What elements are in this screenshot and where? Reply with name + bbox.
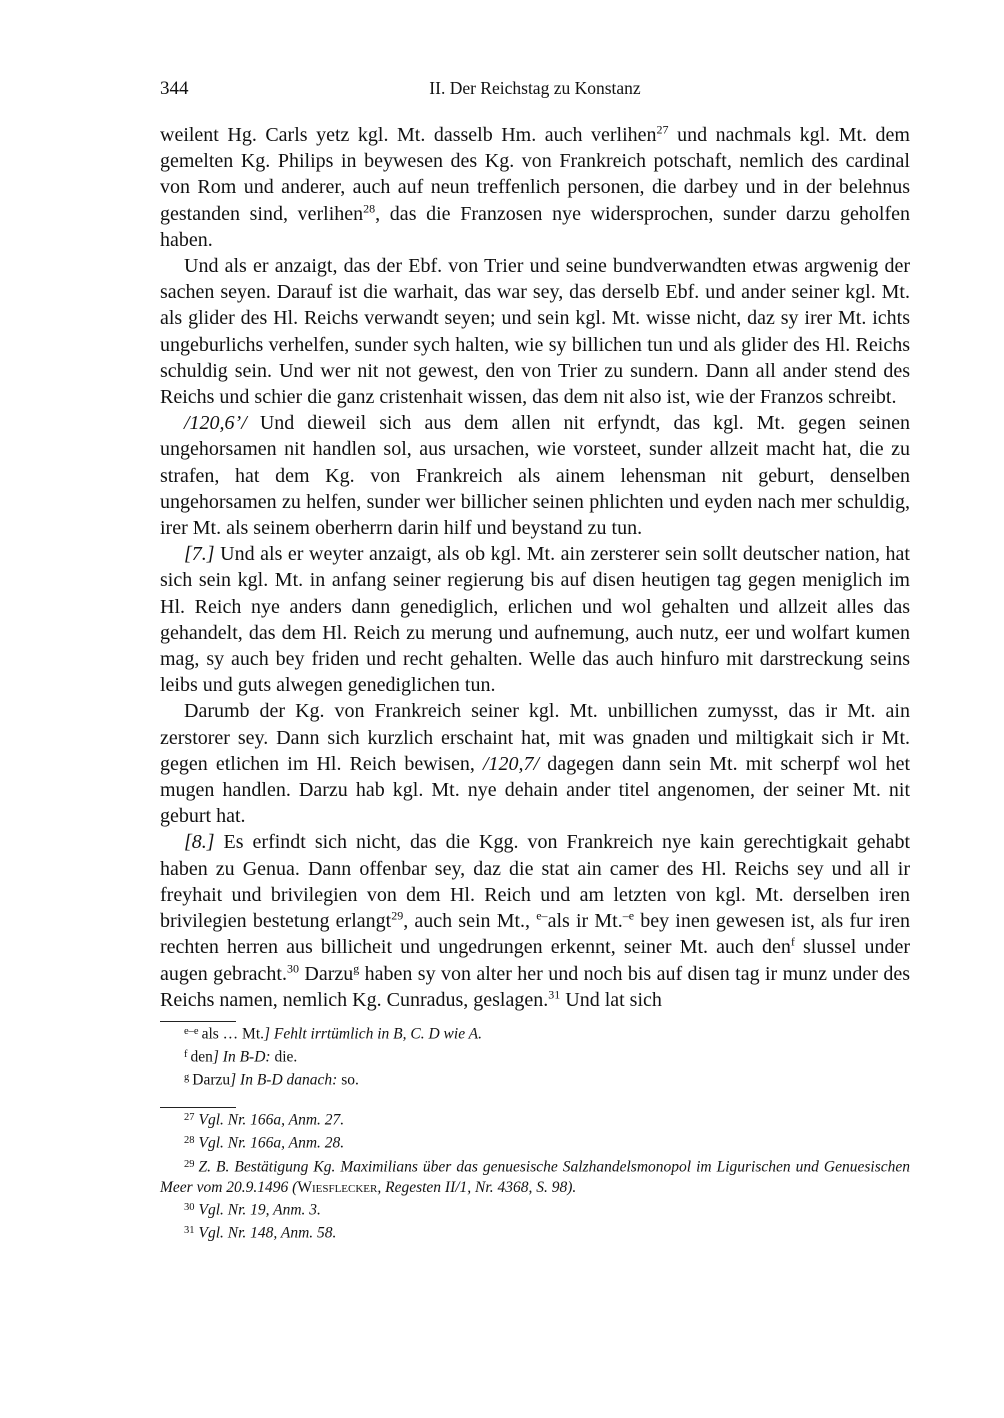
variant-reading: die. <box>270 1048 298 1066</box>
variant-note-g <box>160 1068 910 1091</box>
page-number: 344 <box>160 78 189 99</box>
main-text <box>160 122 910 1013</box>
text-run: , das die Franzosen nye widersprochen, sunder darzu geholfen haben. <box>160 202 911 251</box>
paragraph-2: Und als er anzaigt, das der Ebf. von Trier und seine bundverwandten etwas argwenig der sachen seyen. Darauf ist die warhait, das war sey, das derselb Ebf. und ander seiner kgl. Mt. als glider des Hl. Reichs verwandt seyen; und sein kgl. Mt. wisse nicht, daz sy irer Mt. ichts ungeburlichs verhelfen, sunder sych halten, wie sy billichen tun und als glider des Hl. Reichs schuldig sein. Und wer nit not gewest, den von Trier zu sundern. Dann all ander stend des Reichs und schier die ganz cristenhait wissen, das dem nit also ist, wie der Franzos schreibt. <box>160 255 910 409</box>
running-head <box>160 78 910 108</box>
footnote-31 <box>160 1221 910 1244</box>
footnote-ref-27[interactable]: 27 <box>656 122 669 137</box>
footnote-ref-31[interactable]: 31 <box>548 987 561 1002</box>
footnotes <box>160 1107 910 1244</box>
footnote-27 <box>160 1108 910 1131</box>
variant-ref-e-open[interactable]: e– <box>536 908 548 923</box>
footnote-text: Vgl. Nr. 166a, Anm. 28. <box>198 1135 345 1153</box>
paragraph-4 <box>160 541 910 698</box>
paragraph-1 <box>160 122 910 253</box>
text-run: Und lat sich <box>560 988 662 1011</box>
footnote-number: 31 <box>184 1225 195 1237</box>
paragraph-6 <box>160 829 910 1012</box>
footnote-ref-30[interactable]: 30 <box>287 961 299 976</box>
variant-comment: ] In B-D danach: <box>230 1071 338 1089</box>
variant-ref-g[interactable]: g <box>353 961 360 976</box>
text-run: Darzu <box>299 962 354 985</box>
text-run: und nachmals kgl. Mt. dem gemelten Kg. Philips in beywesen des Kg. von Frankreich potschaft, nemlich des cardinal von Rom und anderer, auch auf neun treffenlich personen, die darbey und in der belehnus gestanden sind, verlihen <box>160 124 910 225</box>
text-run: haben sy von alter her und noch bis auf disen tag ir munz under des Reichs namen, nemlich Kg. Cunradus, geslagen. <box>160 962 910 1011</box>
footnote-number: 28 <box>184 1135 195 1147</box>
footnote-author: Wiesflecker <box>297 1178 378 1196</box>
section-marker: [7.] <box>184 543 215 566</box>
footnote-28 <box>160 1131 910 1154</box>
footnote-text: Vgl. Nr. 166a, Anm. 27. <box>198 1112 345 1129</box>
variant-lemma: als … Mt. <box>201 1025 265 1043</box>
text-run: weilent Hg. Carls yetz kgl. Mt. dasselb Hm. auch verlihen <box>160 124 657 146</box>
variant-note-f <box>160 1045 910 1068</box>
paragraph-3 <box>160 410 910 541</box>
footnote-number: 29 <box>184 1158 195 1170</box>
footnote-29 <box>160 1155 910 1199</box>
text-run: slussel under augen gebracht. <box>160 936 910 985</box>
footnote-text: Vgl. Nr. 19, Anm. 3. <box>198 1201 321 1219</box>
footnote-ref-28[interactable]: 28 <box>363 201 376 216</box>
variant-mark: e–e <box>184 1025 199 1037</box>
footnote-ref-29[interactable]: 29 <box>391 908 404 923</box>
variant-note-e <box>160 1022 910 1045</box>
variant-mark: g <box>184 1072 190 1084</box>
folio-marker: /120,6’/ <box>184 412 247 435</box>
variant-ref-f[interactable]: f <box>790 934 795 949</box>
variant-comment: ] Fehlt irrtümlich in B, C. D wie A. <box>264 1025 483 1043</box>
document-page <box>160 78 910 1244</box>
variant-mark: f <box>184 1049 188 1061</box>
footnote-text: , Regesten II/1, Nr. 4368, S. 98). <box>377 1178 577 1196</box>
text-run: Darumb der Kg. von Frankreich seiner kgl. Mt. unbillichen zumysst, das ir Mt. ain zerstorer sey. Dann sich kurzlich erschaint hat, mit was gnaden und miltigkait sich ir Mt. gegen etlichen im Hl. Reich bewisen, <box>160 700 910 775</box>
footnote-30 <box>160 1198 910 1221</box>
text-run: , auch sein Mt., <box>403 910 537 933</box>
variant-ref-e-close[interactable]: –e <box>622 908 635 923</box>
variant-apparatus <box>160 1021 910 1091</box>
variant-comment: ] In B-D: <box>212 1048 271 1066</box>
text-run: Es erfindt sich nicht, das die Kgg. von Frankreich nye kain gerechtigkait gehabt haben zu Genua. Dann offenbar sey, daz die stat ain camer des Hl. Reichs sey und all ir freyhait und brivilegien von dem Hl. Reich und am letzten von kgl. Mt. derselben iren brivilegien bestetung erlangt <box>160 831 910 933</box>
footnote-text: Vgl. Nr. 148, Anm. 58. <box>198 1224 337 1242</box>
folio-marker: /120,7/ <box>483 752 540 775</box>
variant-lemma: Darzu <box>192 1071 231 1089</box>
footnote-number: 27 <box>184 1112 195 1124</box>
variant-reading: so. <box>337 1071 359 1089</box>
text-run: dagegen dann sein Mt. mit scherpf wol het mugen handlen. Darzu hab kgl. Mt. nye dehain ander titel angenomen, der seiner Mt. nit geburt hat. <box>160 752 910 828</box>
running-title: II. Der Reichstag zu Konstanz <box>429 78 641 98</box>
footnote-number: 30 <box>184 1202 195 1214</box>
text-run: Und dieweil sich aus dem allen nit erfyndt, das kgl. Mt. gegen seinen ungehorsamen nit handlen sol, aus ursachen, wie vorsteet, sunder allzeit macht hat, die zu strafen, hat dem Kg. von Frankreich als ainem lehensman nit geburt, denselben ungehorsamen zu helfen, sunder wer billicher seinen phlichten und eyden nach mer schuldig, irer Mt. als seinem oberherrn darin hilf und beystand zu tun. <box>160 412 910 540</box>
text-run: Und als er weyter anzaigt, als ob kgl. Mt. ain zersterer sein sollt deutscher nation, hat sich sein kgl. Mt. in anfang seiner regierung bis auf disen heutigen tag gegen meniglich im Hl. Reich nye anders dann genediglich, erlichen und wol gehalten und allzeit alles das gehandelt, das dem Hl. Reich zu merung und aufnemung, auch nutz, eer und wolfart kumen mag, sy auch bey friden und recht gehalten. Welle das auch hinfuro mit darstreckung seins leibs und guts alwegen genediglichen tun. <box>160 543 910 697</box>
paragraph-5 <box>160 698 910 829</box>
text-run: als ir Mt. <box>547 910 623 933</box>
text-run: bey inen gewesen ist, als fur iren rechten herren aus billicheit und ungedrungen erkennt, seiner Mt. auch den <box>160 910 910 959</box>
section-marker: [8.] <box>184 831 215 854</box>
variant-lemma: den <box>190 1048 213 1066</box>
footnote-text: Z. B. Bestätigung Kg. Maximilians über das genuesische Salzhandelsmonopol im Ligurischen und Genuesischen Meer vom 20.9.1496 ( <box>160 1158 910 1196</box>
